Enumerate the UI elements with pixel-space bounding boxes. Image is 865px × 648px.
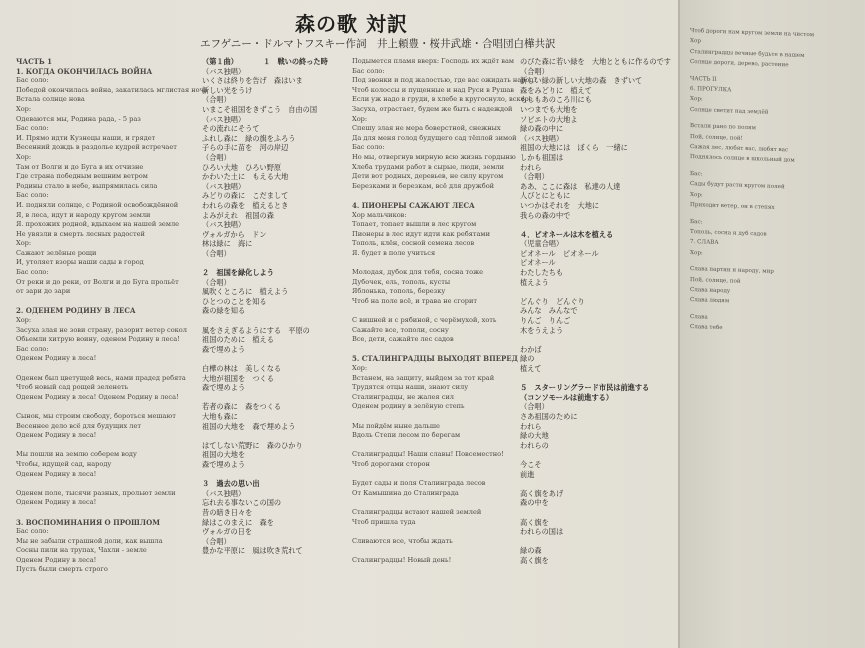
lyric-line: 祖国の大地を: [202, 450, 246, 460]
right-page-line: Встали рано по полям: [690, 123, 756, 132]
section-heading: ЧАСТЬ 1: [16, 57, 52, 66]
spacer: [202, 316, 336, 326]
lyric-line: Бас соло:: [16, 124, 49, 133]
lyric-line: От Камышина до Сталинграда: [352, 488, 459, 497]
spacer: [352, 527, 510, 537]
lyric-line: 昔の暗き日々を: [202, 507, 253, 517]
lyric-line: Сынок, мы строим свободу, бороться мешают: [16, 411, 176, 420]
right-page-line: Хор:: [690, 249, 703, 257]
spacer: [352, 441, 510, 451]
lyric-line: Я. прохожих родной, вдыхаем на нашей земле: [16, 220, 180, 229]
lyric-line: 緑はこのまえに 森を: [202, 517, 274, 527]
lyric-line: Чтоб новый сад рощей зеленеть: [16, 383, 129, 392]
lyric-line: （バス独唱）: [520, 133, 564, 143]
lyric-line: Дубочек, ель, тополь, кусты: [352, 277, 451, 286]
lyric-line: Хор:: [352, 114, 368, 123]
spacer: [352, 412, 510, 422]
lyric-line: 高く旗をあげ: [520, 488, 564, 498]
lyric-line: ソビエトの大地よ: [520, 114, 578, 124]
lyric-line: 森で埋めよう: [202, 459, 246, 469]
lyric-line: И. Прямо идти Кузнецы наши, и грядет: [16, 133, 156, 142]
lyric-line: （合唱）: [202, 536, 231, 546]
lyric-line: 白樺の林は 美しくなる: [202, 364, 282, 373]
spacer: [352, 345, 510, 355]
lyric-line: Будет сады и поля Сталинграда лесов: [352, 479, 486, 488]
lyric-line: われらの国は: [520, 527, 564, 537]
lyric-line: Оденем Родину в леса!: [16, 555, 97, 564]
lyric-line: 子らの手に苗を 河の岸辺: [202, 143, 289, 153]
lyric-line: 今こそ: [520, 459, 542, 469]
lyric-line: どんぐり どんぐり: [520, 296, 585, 306]
right-page-line: Пой, солнце, пой!: [690, 133, 743, 142]
right-page-line: Слава народу: [690, 286, 731, 295]
lyric-line: Все, дети, сажайте лес садов: [352, 335, 454, 344]
lyric-line: わたしたちも: [520, 268, 564, 278]
lyric-line: Трудятся отцы наши, знают силу: [352, 383, 469, 392]
lyric-line: われらの: [520, 440, 549, 450]
lyric-line: Хлеба трудами работ в сырые, люди, земли: [352, 162, 505, 171]
lyric-line: Бас соло:: [16, 527, 49, 536]
lyric-line: Оденем Родину в леса!: [16, 354, 97, 363]
section-heading: ３ 過去の思い出: [202, 479, 260, 489]
lyric-line: Не увязли в смерть лесных радостей: [16, 229, 145, 238]
right-page-line: ЧАСТЬ II: [690, 75, 717, 83]
lyric-line: И, утоляет взоры наши сады в город: [16, 258, 144, 267]
lyric-line: Весенний дождь в раздолье кудрей встречает: [16, 143, 177, 152]
lyric-line: 豊かな平原に 風は吹き荒れて: [202, 546, 303, 556]
section-heading: ２ 祖国を緑化しよう: [202, 268, 274, 278]
lyric-line: われら: [520, 162, 542, 172]
lyric-line: いつまでも大地を: [520, 104, 578, 114]
lyric-line: わかば: [520, 344, 542, 354]
right-page-line: Бас:: [690, 170, 703, 178]
lyric-line: （バス独唱）: [202, 220, 246, 230]
lyric-line: ひろい大地 ひろい野原: [202, 162, 282, 172]
lyric-line: Хор:: [16, 316, 32, 325]
lyric-line: Оденем Родину в леса!: [16, 469, 97, 478]
spacer: [202, 431, 336, 441]
page-title: 森の歌 対訳: [295, 12, 408, 36]
lyric-line: Чтоб на поле всё, и трава не сгорит: [352, 296, 478, 305]
spacer: [520, 479, 670, 489]
spacer: [202, 470, 336, 480]
lyric-line: Сосны пили на трупах, Чахли - земле: [16, 546, 147, 555]
right-page-line: Слава: [690, 313, 708, 321]
spacer: [520, 374, 670, 384]
lyric-line: Бас соло:: [16, 76, 49, 85]
lyric-line: Пусть были смерть строго: [16, 565, 108, 574]
lyric-line: ひとつのことを知る: [202, 296, 267, 306]
lyric-line: 高く旗を: [520, 555, 549, 565]
spacer: [16, 508, 194, 518]
spacer: [520, 335, 670, 345]
lyric-line: Сажайте все, тополи, сосну: [352, 325, 449, 334]
lyric-line: ヴォルガから ドン: [202, 229, 267, 239]
lyric-line: 森の中を: [520, 498, 549, 508]
right-page-line: 6. ПРОГУЛКА: [690, 85, 732, 94]
lyric-line: Да для меня голод будущего сад тёплой зимой: [352, 133, 517, 142]
lyric-line: Сталинградцы встают нашей землей: [352, 507, 482, 516]
column-japanese-left: [202, 57, 336, 642]
spacer: [352, 546, 510, 556]
lyric-line: 人びとにともに: [520, 191, 571, 201]
column-russian-left: [16, 57, 208, 642]
lyric-line: （合唱）: [520, 402, 549, 412]
lyric-line: （合唱）: [202, 248, 231, 258]
section-heading: 3. ВОСПОМИНАНИЯ О ПРОШЛОМ: [16, 517, 160, 527]
spacer: [16, 479, 194, 489]
section-heading: ４．ピオネールは木を植える: [520, 229, 614, 239]
spacer: [202, 393, 336, 403]
lyric-line: 緑の森: [520, 546, 542, 556]
right-page-line: Приходит ветер, он в степях: [690, 202, 775, 211]
lyric-line: りんご りんご: [520, 316, 571, 326]
lyric-line: 緑の森の中に: [520, 124, 564, 134]
lyric-line: Бас соло:: [16, 344, 49, 353]
lyric-line: Если уж надо в груди, в хлебе в кругоснуло, вскоре: [352, 95, 533, 104]
lyric-line: われらの森を 植えるとき: [202, 200, 289, 210]
lyric-line: 風吹くところに 植えよう: [202, 287, 289, 297]
section-heading: 4. ПИОНЕРЫ САЖАЮТ ЛЕСА: [352, 200, 475, 210]
lyric-line: （児童合唱）: [520, 239, 564, 249]
lyric-line: 祖国のために 植える: [202, 335, 274, 345]
right-page-line: Бас:: [690, 218, 703, 225]
lyric-line: Тополь, клён, сосной семена лесов: [352, 239, 475, 248]
lyric-line: Засуха, отрастает, будем же быть с надеждой: [352, 104, 513, 113]
lyric-line: 風をさえぎるようにする 平原の: [202, 325, 310, 335]
section-heading: 1. КОГДА ОКОНЧИЛАСЬ ВОЙНА: [16, 66, 153, 76]
lyric-line: われら: [520, 421, 542, 431]
lyric-line: よみがえれ 祖国の森: [202, 210, 274, 220]
lyric-line: Пионеры в лес идут идти как ребятами: [352, 229, 490, 238]
spacer: [520, 508, 670, 518]
lyric-line: Где страна победным вешним ветром: [16, 172, 148, 181]
lyric-line: С вишней и с рябиной, с черёмухой, хоть: [352, 316, 497, 325]
lyric-line: Сажают зелёные рощи: [16, 248, 97, 257]
lyric-line: Березками и березкам, всё для дружбой: [352, 181, 495, 190]
lyric-line: Сталинградцы! Наши славы! Повсеместно!: [352, 450, 504, 459]
spacer: [16, 297, 194, 307]
lyric-line: Оденем Родину в леса! Оденем Родину в леса!: [16, 392, 179, 401]
lyric-line: Весеннее дело всё для будущих лет: [16, 421, 142, 430]
lyric-line: 緑の: [520, 354, 535, 364]
lyric-line: 大地も森に: [202, 411, 238, 421]
right-page-line: Солнце светит над землёй: [690, 106, 769, 116]
lyric-line: ああ、ここに森は 私達の人達: [520, 181, 621, 191]
lyric-line: しかも祖国は: [520, 152, 564, 162]
section-heading: 5. СТАЛИНГРАДЦЫ ВЫХОДЯТ ВПЕРЕД: [352, 354, 518, 364]
right-page-line: Сталинградцы вечные будьте в нашем: [690, 48, 805, 59]
right-page-line: Чтоб дороги нам кругом земли на чистом: [690, 27, 815, 39]
lyric-line: Мы пошли на землю соберем воду: [16, 450, 137, 459]
spacer: [202, 258, 336, 268]
right-page-line: Слава тебе: [690, 324, 723, 332]
lyric-line: Топает, топает вышли в лес кругом: [352, 220, 477, 229]
lyric-line: （合唱）: [202, 95, 231, 105]
lyric-line: Бас соло:: [352, 143, 385, 152]
lyric-line: Хор:: [16, 239, 32, 248]
lyric-line: Мы пойдём ныне дальше: [352, 421, 440, 430]
lyric-line: Сталинградцы, не жалея сил: [352, 392, 454, 401]
lyric-line: その流れにそうて: [202, 124, 260, 134]
lyric-line: ふれし森に 緑の旗をふろう: [202, 133, 296, 143]
lyric-line: Яблонька, тополь, березку: [352, 287, 446, 296]
lyric-line: Оденем был цветущей весь, нами прадед ребята: [16, 373, 186, 382]
lyric-line: Под звонки и под жалостью, где вас ожидать народ?: [352, 76, 538, 85]
right-page-line: Хор:: [690, 191, 703, 199]
spacer: [520, 287, 670, 297]
lyric-line: Вдоль Степи лесом по берегам: [352, 431, 461, 440]
lyric-line: Родины стало в небе, выпрямилась сила: [16, 181, 158, 190]
lyric-line: Обьемли хитрую воину, оденем Родину в леса!: [16, 335, 180, 344]
lyric-line: はてしない荒野に 森のひかり: [202, 440, 303, 450]
lyric-line: Одеваются мы, Родина рада, - 5 раз: [16, 114, 141, 123]
lyric-line: 植えよう: [520, 277, 549, 287]
lyric-line: Чтоб дорогами сторон: [352, 459, 430, 468]
lyric-line: Засуха злая не зови страну, разорит ветер сокол: [16, 325, 187, 334]
lyric-line: 植えて: [520, 364, 542, 373]
right-page-line: Слава людям: [690, 297, 730, 305]
lyric-line: От реки и до реки, от Волги и до Буга прольёт: [16, 277, 179, 286]
lyric-line: 祖国の大地には ぼくら 一緒に: [520, 143, 628, 153]
column-japanese-right: [520, 57, 670, 642]
lyric-line: 森をみどりに 植えて: [520, 85, 592, 95]
lyric-line: ピオネール: [520, 258, 556, 268]
lyric-line: Но мы, отвергнув мирную всю жизнь гордыню: [352, 152, 516, 161]
section-heading: （コンソモールは前進する）: [520, 392, 614, 402]
lyric-line: （バス独唱）: [202, 181, 246, 191]
lyric-line: 我らの森の中で: [520, 210, 571, 220]
right-page-line: Сады будут расти кругом полей: [690, 181, 785, 191]
lyric-line: Чтоб пришла туда: [352, 517, 416, 526]
lyric-line: 祖国の大地を 森で埋めよう: [202, 421, 296, 431]
lyric-line: （合唱）: [520, 66, 549, 76]
lyric-line: 木をうえよう: [520, 325, 564, 335]
lyric-line: Бас соло:: [16, 191, 49, 200]
lyric-line: Встанем, на защиту, выйдем за тот край: [352, 373, 495, 382]
lyric-line: ヴォルガの日を: [202, 527, 253, 537]
lyric-line: Оденем Родину в леса!: [16, 431, 97, 440]
spacer: [352, 191, 510, 201]
lyric-line: いまこそ祖国をきずこう 自由の国: [202, 104, 318, 114]
lyric-line: 新しい緑の新しい大地の森 きずいて: [520, 76, 643, 86]
lyric-line: Спешу злая не мера боверстной, снежных: [352, 124, 501, 133]
lyric-line: 前進: [520, 469, 535, 479]
lyric-line: 林は緑に 海に: [202, 239, 253, 249]
lyric-line: Мы не забыли страшной доли, как вышла: [16, 536, 163, 545]
lyric-line: （バス独唱）: [202, 114, 246, 124]
credits-line: エフゲニー・ドルマトフスキー作詞 井上頼豊・桜井武雄・合唱団白樺共訳: [200, 38, 556, 50]
spacer: [520, 220, 670, 230]
right-page-line: 7. СЛАВА: [690, 239, 719, 247]
lyric-line: 若者の森に 森をつくる: [202, 402, 282, 412]
right-page-text: [690, 27, 865, 593]
lyric-line: Хор:: [352, 364, 368, 372]
lyric-line: 森で埋めよう: [202, 383, 246, 393]
lyric-line: かわいた土に もえる大地: [202, 172, 289, 182]
lyric-line: ピオネール ピオネール: [520, 248, 599, 258]
lyric-line: いつかはそれを 大地に: [520, 200, 600, 210]
lyric-line: いくさは終りを告げ 森はいま: [202, 76, 303, 86]
lyric-line: （バス独唱）: [202, 488, 246, 498]
lyric-line: 忘れ去る事ないこの国の: [202, 498, 282, 508]
spacer: [520, 450, 670, 460]
spacer: [352, 470, 510, 480]
lyric-line: 緑の大地: [520, 431, 549, 441]
right-page-line: Тополь, сосна и дуб садов: [690, 228, 767, 238]
lyric-line: のびた森に若い緑を 大地とともに作るのです: [520, 57, 671, 66]
spacer: [202, 354, 336, 364]
lyric-line: （合唱）: [520, 172, 549, 182]
section-heading: ５ スターリングラード市民は前進する: [520, 383, 650, 393]
right-page-line: Слава партии и народу, мир: [690, 266, 774, 275]
lyric-line: 新しい光をうけ: [202, 85, 253, 95]
spacer: [16, 364, 194, 374]
spacer: [16, 402, 194, 412]
lyric-line: 森の緑を知る: [202, 306, 246, 316]
lyric-line: Победой окончилась война, закатилась мглистая ночь: [16, 85, 208, 94]
spacer: [352, 498, 510, 508]
lyric-line: Я, в леса, идут и народу кругом земли: [16, 210, 151, 219]
lyric-line: Там от Волги и до Буга в их отчизне: [16, 162, 144, 171]
lyric-line: もしもあのころ川にも: [520, 95, 592, 105]
lyric-line: Дети вот родных, деревьев, не силу кругом: [352, 172, 504, 181]
section-heading: 2. ОДЕНЕМ РОДИНУ В ЛЕСА: [16, 306, 136, 316]
lyric-line: Чтоб колоссы и пущенные и над Руси в Рушав: [352, 85, 514, 94]
right-page-line: Хор:: [690, 96, 703, 103]
lyric-line: И. подняли солнце, с Родиной освобождённой: [16, 200, 179, 209]
lyric-line: Бас соло:: [352, 66, 385, 75]
lyric-line: みどりの森に こだまして: [202, 191, 289, 201]
spacer: [352, 258, 510, 268]
lyric-line: Оденем Родину в леса!: [16, 498, 97, 507]
lyric-line: Оденем родину в зелёную степь: [352, 402, 465, 411]
spacer: [352, 306, 510, 316]
lyric-line: Я. будет в поле учиться: [352, 248, 436, 257]
lyric-line: （合唱）: [202, 277, 231, 287]
right-page-line: Сажая лес, любят вас, любят вас: [690, 144, 789, 154]
lyric-line: Чтобы, идущей сад, народу: [16, 459, 112, 468]
lyric-line: Подымется пламя вверх: Господь их ждёт вам: [352, 57, 515, 65]
lyric-line: 森で埋めよう: [202, 344, 246, 354]
spacer: [520, 537, 670, 547]
lyric-line: （バス独唱）: [202, 66, 246, 76]
spacer: [16, 441, 194, 451]
lyric-line: 高く旗を: [520, 517, 549, 527]
lyric-line: Хор мальчиков:: [352, 210, 407, 219]
lyric-line: Бас соло:: [16, 268, 49, 277]
lyric-line: みんな みんなで: [520, 306, 578, 316]
lyric-line: Сталинградцы! Новый день!: [352, 555, 452, 564]
right-page-line: Пой, солнце, пой: [690, 276, 741, 285]
right-page-line: Хор: [690, 38, 701, 45]
right-page-line: Поднялось солнце в школьный дом: [690, 154, 795, 165]
lyric-line: さあ祖国のために: [520, 411, 578, 421]
lyric-line: от зари до зари: [16, 287, 71, 296]
lyric-line: Встала солнце нова: [16, 95, 85, 104]
lyric-line: （合唱）: [202, 152, 231, 162]
lyric-line: Хор:: [16, 104, 32, 113]
right-page-line: Солнце дороги, дерево, растение: [690, 59, 789, 69]
lyric-line: Оденем поле, тысячи разных, прольют земли: [16, 488, 176, 497]
lyric-line: Хор:: [16, 152, 32, 161]
lyric-line: Молодая, дубок для тебя, сосна тоже: [352, 268, 484, 277]
section-heading: （第１曲） １ 戦いの終った時: [202, 57, 328, 66]
lyric-line: Сливаются все, чтобы ждать: [352, 536, 453, 545]
lyric-line: 大地が祖国を つくる: [202, 373, 274, 383]
